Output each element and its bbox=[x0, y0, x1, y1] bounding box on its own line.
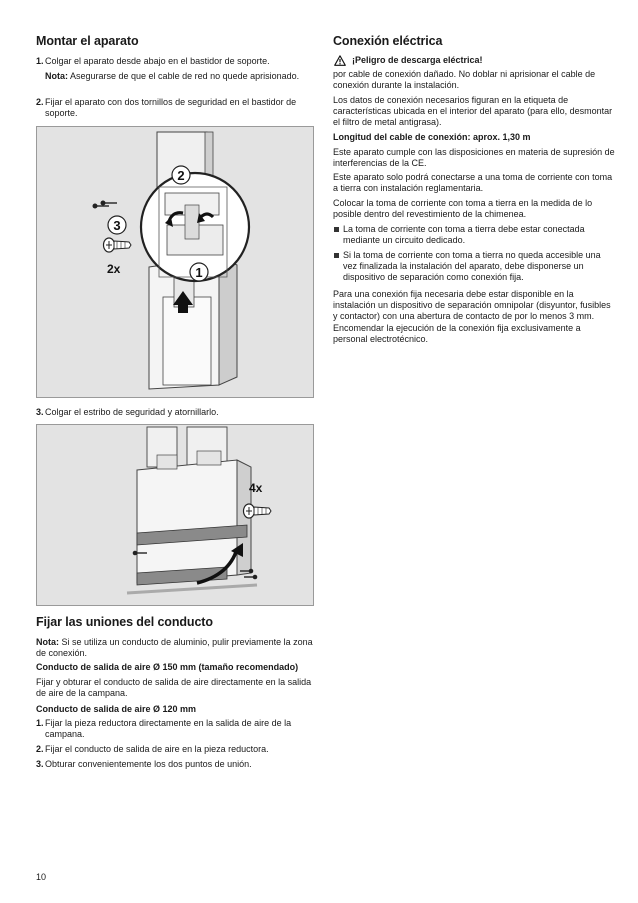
para-interference: Este aparato cumple con las disposiciones en materia de supresión de interferencias de la CE. bbox=[333, 147, 615, 169]
step-number: 2. bbox=[36, 97, 44, 107]
note-aluminium bbox=[36, 637, 316, 659]
note-text: Asegurarse de que el cable de red no quede aprisionado. bbox=[68, 71, 300, 81]
para-grounded-socket: Este aparato solo podrá conectarse a una toma de corriente con toma a tierra con instalación reglamentaria. bbox=[333, 172, 613, 194]
bullet-text: Si la toma de corriente con toma a tierra no queda accesible una vez finalizada la instalación del aparato, debe disponerse un dispositivo de separación como conexión fija. bbox=[343, 250, 601, 283]
callout-2: 2 bbox=[177, 168, 185, 183]
cable-length: Longitud del cable de conexión: aprox. 1,30 m bbox=[333, 132, 531, 142]
para-omnipolar: Para una conexión fija necesaria debe estar disponible en la instalación un dispositivo de separación omnipolar (disyuntor, fusibles y contactor) con una abertura de contacto de por lo menos 3 mm. Encomendar la ejecución de la conexión fija exclusivamente a personal electrotécnico. bbox=[333, 289, 611, 344]
step-text: Fijar el conducto de salida de aire en la pieza reductora. bbox=[45, 744, 269, 754]
subheading-150mm: Conducto de salida de aire Ø 150 mm (tamaño recomendado) bbox=[36, 662, 299, 672]
figure-mount-appliance bbox=[36, 126, 314, 398]
duct-step-3 bbox=[36, 759, 316, 770]
warning-title: ¡Peligro de descarga eléctrica! bbox=[352, 55, 483, 65]
step-number: 1. bbox=[36, 56, 44, 66]
note-cable bbox=[36, 71, 316, 82]
step-1 bbox=[36, 56, 316, 67]
duct-step-1 bbox=[36, 718, 316, 740]
section-title-duct: Fijar las uniones del conducto bbox=[36, 615, 213, 629]
section-title-mount: Montar el aparato bbox=[36, 34, 139, 48]
warning-text: por cable de conexión dañado. No doblar ni aprisionar el cable de conexión durante la instalación. bbox=[333, 69, 596, 91]
step-text: Fijar el aparato con dos tornillos de seguridad en el bastidor de soporte. bbox=[45, 97, 297, 119]
warning-triangle-icon bbox=[334, 55, 346, 66]
step-text: Colgar el estribo de seguridad y atornillarlo. bbox=[45, 407, 219, 417]
quantity-4x: 4x bbox=[249, 481, 263, 495]
step-number: 3. bbox=[36, 759, 44, 769]
warning-heading bbox=[333, 54, 615, 68]
step-3 bbox=[36, 407, 316, 418]
callout-3: 3 bbox=[113, 218, 121, 233]
bullet-dedicated-circuit bbox=[333, 224, 615, 246]
bullet-fixed-connection bbox=[333, 250, 615, 284]
step-2 bbox=[36, 97, 316, 119]
callout-1: 1 bbox=[195, 265, 203, 280]
figure-safety-bracket bbox=[36, 424, 314, 606]
text-150mm: Fijar y obturar el conducto de salida de aire directamente en la salida de aire de la campana. bbox=[36, 677, 312, 699]
subheading-120mm: Conducto de salida de aire Ø 120 mm bbox=[36, 704, 197, 714]
para-connection-data: Los datos de conexión necesarios figuran en la etiqueta de características ubicada en el interior del aparato (para ello, desmontar el filtro de metal antigrasa). bbox=[333, 95, 613, 128]
note-label: Nota: bbox=[45, 71, 68, 81]
mount-illustration bbox=[37, 127, 313, 397]
bullet-square-icon bbox=[334, 253, 339, 258]
bullet-text: La toma de corriente con toma a tierra debe estar conectada mediante un circuito dedicado. bbox=[343, 224, 585, 246]
page-number: 10 bbox=[36, 872, 47, 882]
step-number: 1. bbox=[36, 718, 44, 728]
quantity-2x: 2x bbox=[107, 262, 121, 276]
bracket-illustration bbox=[37, 425, 313, 605]
step-text: Obturar convenientemente los dos puntos de unión. bbox=[45, 759, 252, 769]
step-number: 2. bbox=[36, 744, 44, 754]
note-text: Si se utiliza un conducto de aluminio, pulir previamente la zona de conexión. bbox=[36, 637, 313, 659]
bullet-square-icon bbox=[334, 227, 339, 232]
para-socket-location: Colocar la toma de corriente con toma a tierra en la medida de lo posible dentro del revestimiento de la chimenea. bbox=[333, 198, 593, 220]
duct-step-2 bbox=[36, 744, 316, 755]
step-text: Fijar la pieza reductora directamente en la salida de aire de la campana. bbox=[45, 718, 292, 740]
step-text: Colgar el aparato desde abajo en el bastidor de soporte. bbox=[45, 56, 270, 66]
note-label: Nota: bbox=[36, 637, 59, 647]
section-title-electrical: Conexión eléctrica bbox=[333, 34, 443, 48]
step-number: 3. bbox=[36, 407, 44, 417]
